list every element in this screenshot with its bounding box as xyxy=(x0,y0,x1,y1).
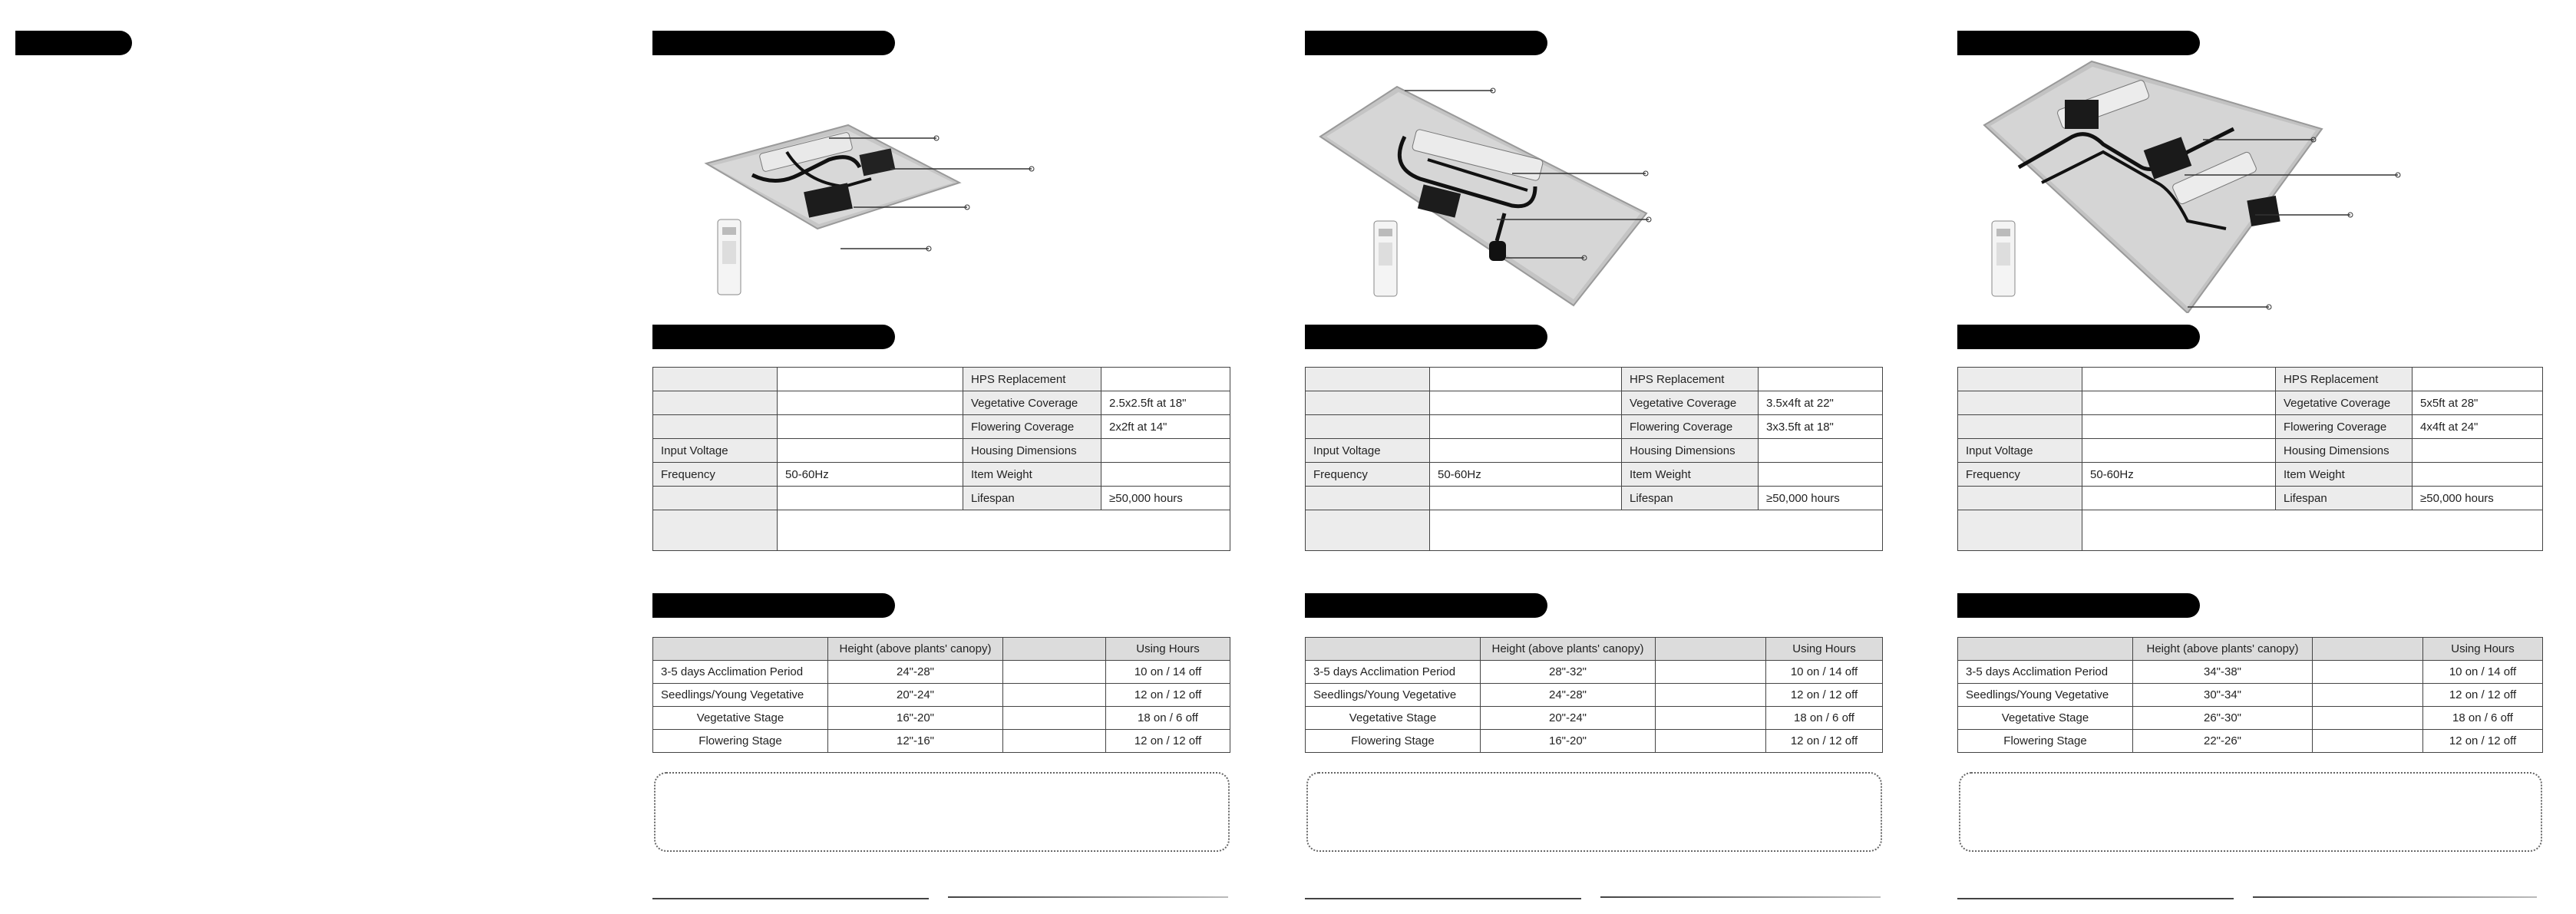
table-row xyxy=(1958,684,2543,707)
spec-row xyxy=(653,368,1230,391)
hours-cell: 18 on / 6 off xyxy=(1106,707,1230,730)
spec-row xyxy=(1958,463,2543,487)
height-header: Height (above plants' canopy) xyxy=(1481,638,1656,661)
spec-row xyxy=(1958,510,2543,551)
spec-label: Flowering Coverage xyxy=(963,415,1101,439)
product-panel-small xyxy=(652,0,1236,914)
spec-value: ≥50,000 hours xyxy=(1759,487,1883,510)
note-box xyxy=(1959,772,2542,852)
spec-value: ≥50,000 hours xyxy=(2413,487,2543,510)
spec-table xyxy=(652,367,1230,551)
hours-cell: 10 on / 14 off xyxy=(2423,661,2543,684)
spec-value: 3.5x4ft at 22" xyxy=(1759,391,1883,415)
spec-row xyxy=(653,510,1230,551)
section-header-bar xyxy=(1305,325,1547,349)
section-header-bar xyxy=(1957,593,2200,618)
table-header-row xyxy=(1306,638,1883,661)
spec-label: Input Voltage xyxy=(1958,439,2082,463)
spec-row xyxy=(1306,415,1883,439)
spec-label: Housing Dimensions xyxy=(963,439,1101,463)
spec-label: Housing Dimensions xyxy=(1622,439,1759,463)
spec-value: 5x5ft at 28" xyxy=(2413,391,2543,415)
spec-label: HPS Replacement xyxy=(2276,368,2413,391)
spec-value: 2.5x2.5ft at 18" xyxy=(1101,391,1230,415)
table-header-row xyxy=(1958,638,2543,661)
hours-cell: 12 on / 12 off xyxy=(1106,730,1230,753)
spec-label: Lifespan xyxy=(1622,487,1759,510)
height-cell: 16"-20" xyxy=(828,707,1003,730)
spec-label: Input Voltage xyxy=(1306,439,1430,463)
spec-row xyxy=(1958,391,2543,415)
table-row xyxy=(653,684,1230,707)
table-row xyxy=(653,707,1230,730)
spec-row xyxy=(1306,463,1883,487)
spec-row xyxy=(1306,439,1883,463)
product-photo xyxy=(652,52,1236,313)
height-cell: 20"-24" xyxy=(828,684,1003,707)
spec-row xyxy=(1306,510,1883,551)
spec-value: 50-60Hz xyxy=(1430,463,1622,487)
divider-line xyxy=(948,896,1228,898)
hours-cell: 10 on / 14 off xyxy=(1766,661,1883,684)
height-cell: 16"-20" xyxy=(1481,730,1656,753)
spec-value: 2x2ft at 14" xyxy=(1101,415,1230,439)
stage-cell: Vegetative Stage xyxy=(653,707,828,730)
spec-value: 50-60Hz xyxy=(2082,463,2276,487)
spec-label: Item Weight xyxy=(1622,463,1759,487)
product-panel-medium xyxy=(1305,0,1888,914)
stage-cell: Seedlings/Young Vegetative xyxy=(1958,684,2133,707)
spec-row xyxy=(1958,487,2543,510)
stage-cell: Vegetative Stage xyxy=(1958,707,2133,730)
hanging-height-table xyxy=(652,637,1230,753)
note-box xyxy=(654,772,1230,852)
hours-header: Using Hours xyxy=(1106,638,1230,661)
spec-row xyxy=(1958,368,2543,391)
height-cell: 24"-28" xyxy=(828,661,1003,684)
height-cell: 28"-32" xyxy=(1481,661,1656,684)
stage-cell: Vegetative Stage xyxy=(1306,707,1481,730)
hours-header: Using Hours xyxy=(2423,638,2543,661)
hours-cell: 12 on / 12 off xyxy=(2423,730,2543,753)
divider-line xyxy=(1600,896,1881,898)
hanging-height-table xyxy=(1305,637,1883,753)
product-photo xyxy=(1957,52,2541,313)
spec-label: Item Weight xyxy=(963,463,1101,487)
spec-table xyxy=(1957,367,2543,551)
divider-line xyxy=(1957,898,2234,899)
height-cell: 30"-34" xyxy=(2133,684,2313,707)
spec-row xyxy=(653,487,1230,510)
spec-row xyxy=(653,463,1230,487)
table-row xyxy=(653,730,1230,753)
spec-row xyxy=(1958,415,2543,439)
spec-label: Flowering Coverage xyxy=(2276,415,2413,439)
spec-label: Lifespan xyxy=(2276,487,2413,510)
hours-cell: 10 on / 14 off xyxy=(1106,661,1230,684)
hours-cell: 12 on / 12 off xyxy=(1766,730,1883,753)
section-header-bar xyxy=(1957,325,2200,349)
spec-value: 4x4ft at 24" xyxy=(2413,415,2543,439)
spec-row xyxy=(1306,391,1883,415)
divider-line xyxy=(2253,896,2537,898)
spec-row xyxy=(653,415,1230,439)
height-cell: 22"-26" xyxy=(2133,730,2313,753)
spec-row xyxy=(653,391,1230,415)
section-header-bar xyxy=(652,325,895,349)
stage-cell: Flowering Stage xyxy=(1958,730,2133,753)
height-cell: 12"-16" xyxy=(828,730,1003,753)
stage-cell: 3-5 days Acclimation Period xyxy=(1306,661,1481,684)
table-header-row xyxy=(653,638,1230,661)
spec-row xyxy=(1306,487,1883,510)
table-row xyxy=(1306,707,1883,730)
hours-cell: 12 on / 12 off xyxy=(2423,684,2543,707)
height-cell: 26"-30" xyxy=(2133,707,2313,730)
stage-cell: 3-5 days Acclimation Period xyxy=(653,661,828,684)
height-header: Height (above plants' canopy) xyxy=(2133,638,2313,661)
divider-line xyxy=(652,898,929,899)
stage-cell: Seedlings/Young Vegetative xyxy=(1306,684,1481,707)
stage-cell: Flowering Stage xyxy=(1306,730,1481,753)
table-row xyxy=(1958,707,2543,730)
hours-cell: 18 on / 6 off xyxy=(1766,707,1883,730)
spec-label: HPS Replacement xyxy=(963,368,1101,391)
spec-label: Flowering Coverage xyxy=(1622,415,1759,439)
spec-label: Vegetative Coverage xyxy=(2276,391,2413,415)
hours-cell: 18 on / 6 off xyxy=(2423,707,2543,730)
spec-label: Lifespan xyxy=(963,487,1101,510)
spec-label: Frequency xyxy=(653,463,778,487)
spec-label: Vegetative Coverage xyxy=(963,391,1101,415)
divider-line xyxy=(1305,898,1581,899)
section-header-bar xyxy=(15,31,132,55)
section-header-bar xyxy=(1305,593,1547,618)
spec-label: Housing Dimensions xyxy=(2276,439,2413,463)
section-header-bar xyxy=(652,593,895,618)
spec-label: Frequency xyxy=(1958,463,2082,487)
stage-cell: 3-5 days Acclimation Period xyxy=(1958,661,2133,684)
height-cell: 20"-24" xyxy=(1481,707,1656,730)
spec-row xyxy=(653,439,1230,463)
height-cell: 24"-28" xyxy=(1481,684,1656,707)
stage-cell: Seedlings/Young Vegetative xyxy=(653,684,828,707)
hours-cell: 12 on / 12 off xyxy=(1106,684,1230,707)
spec-value: 50-60Hz xyxy=(778,463,963,487)
height-cell: 34"-38" xyxy=(2133,661,2313,684)
spec-row xyxy=(1958,439,2543,463)
product-panel-large xyxy=(1957,0,2541,914)
table-row xyxy=(1306,661,1883,684)
spec-label: Frequency xyxy=(1306,463,1430,487)
note-box xyxy=(1306,772,1882,852)
height-header: Height (above plants' canopy) xyxy=(828,638,1003,661)
hours-cell: 12 on / 12 off xyxy=(1766,684,1883,707)
spec-table xyxy=(1305,367,1883,551)
spec-row xyxy=(1306,368,1883,391)
spec-label: Input Voltage xyxy=(653,439,778,463)
hanging-height-table xyxy=(1957,637,2543,753)
spec-label: Item Weight xyxy=(2276,463,2413,487)
product-photo xyxy=(1305,52,1888,313)
table-row xyxy=(1306,730,1883,753)
table-row xyxy=(653,661,1230,684)
spec-label: HPS Replacement xyxy=(1622,368,1759,391)
table-row xyxy=(1306,684,1883,707)
spec-value: ≥50,000 hours xyxy=(1101,487,1230,510)
hours-header: Using Hours xyxy=(1766,638,1883,661)
stage-cell: Flowering Stage xyxy=(653,730,828,753)
table-row xyxy=(1958,730,2543,753)
spec-value: 3x3.5ft at 18" xyxy=(1759,415,1883,439)
spec-label: Vegetative Coverage xyxy=(1622,391,1759,415)
table-row xyxy=(1958,661,2543,684)
